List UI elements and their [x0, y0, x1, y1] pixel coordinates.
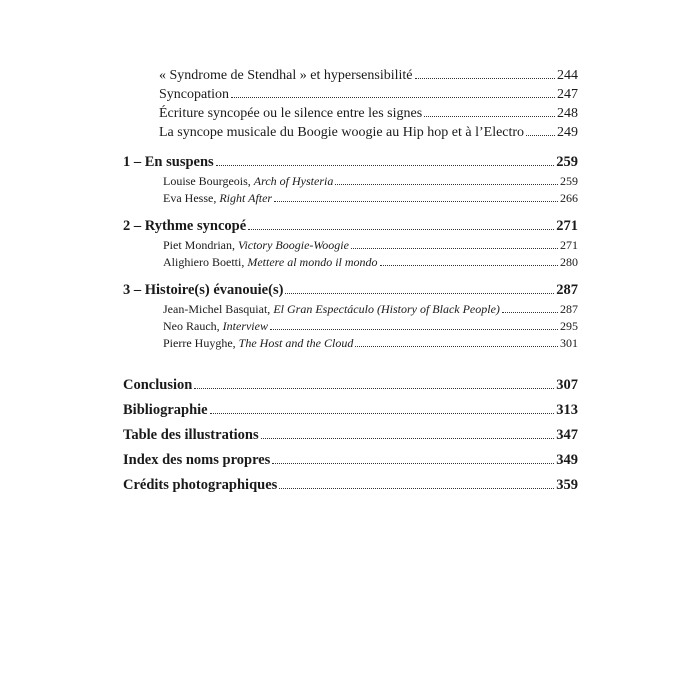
dot-leader [285, 283, 554, 294]
dot-leader [272, 453, 554, 464]
toc-page-number: 359 [556, 477, 578, 493]
artist-name: Neo Rauch, [163, 319, 223, 333]
toc-backmatter-entry [123, 377, 578, 397]
artwork-title: The Host and the Cloud [238, 336, 354, 350]
artist-name: Jean-Michel Basquiat, [163, 302, 274, 316]
artwork-title: Victory Boogie-Woogie [238, 238, 349, 252]
dot-leader [279, 478, 554, 489]
dot-leader [231, 87, 555, 98]
toc-entry-title [163, 319, 268, 334]
toc-page-number: 271 [556, 218, 578, 234]
dot-leader [502, 304, 558, 313]
toc-chapter [123, 282, 578, 302]
toc-entry-title: Crédits photographiques [123, 477, 278, 493]
toc-page-number: 301 [560, 336, 578, 350]
dot-leader [261, 428, 555, 439]
dot-leader [210, 403, 555, 414]
artist-name: Louise Bourgeois, [163, 174, 254, 188]
toc-artist-entry [123, 302, 578, 319]
toc-subsection [123, 106, 578, 125]
toc-artist-entry [123, 174, 578, 191]
artist-name: Alighiero Boetti, [163, 255, 248, 269]
toc-entry-title: Bibliographie [123, 402, 208, 418]
dot-leader [216, 155, 555, 166]
toc-chapter-title: 2 – Rythme syncopé [123, 218, 247, 234]
toc-backmatter-entry [123, 427, 578, 447]
toc-entry-title: Conclusion [123, 377, 193, 393]
toc-entry-title: Écriture syncopée ou le silence entre les signes [159, 106, 423, 121]
toc-page-number: 280 [560, 255, 578, 269]
toc-backmatter-entry [123, 477, 578, 497]
artwork-title: Interview [222, 319, 268, 333]
dot-leader [355, 338, 558, 347]
toc-page-number: 266 [560, 191, 578, 205]
toc-backmatter-entry [123, 452, 578, 472]
toc-page-number: 349 [556, 452, 578, 468]
dot-leader [270, 321, 558, 330]
toc-artist-entry [123, 191, 578, 208]
dot-leader [415, 68, 555, 79]
toc-subsection [123, 125, 578, 144]
toc-page-number: 259 [560, 174, 578, 188]
toc-chapter [123, 218, 578, 238]
toc-entry-title: Syncopation [159, 87, 229, 102]
dot-leader [335, 176, 558, 185]
dot-leader [274, 193, 558, 202]
toc-entry-title: Table des illustrations [123, 427, 259, 443]
artist-name: Pierre Huyghe, [163, 336, 239, 350]
toc-page-number: 244 [557, 68, 578, 83]
dot-leader [351, 240, 558, 249]
toc-page-number: 313 [556, 402, 578, 418]
toc-entry-title [163, 238, 349, 253]
toc-entry-title: « Syndrome de Stendhal » et hypersensibilité [159, 68, 413, 83]
toc-page-number: 307 [556, 377, 578, 393]
toc-page-number: 259 [556, 154, 578, 170]
toc-chapter-title: 1 – En suspens [123, 154, 214, 170]
toc-page-number: 247 [557, 87, 578, 102]
toc-entry-title [163, 191, 272, 206]
dot-leader [380, 257, 558, 266]
toc-entry-title [163, 336, 353, 351]
toc-page-number: 249 [557, 125, 578, 140]
artwork-title: Arch of Hysteria [253, 174, 334, 188]
toc-backmatter [123, 377, 578, 497]
toc-artist-entry [123, 238, 578, 255]
toc-chapter [123, 154, 578, 174]
toc-page-number: 295 [560, 319, 578, 333]
artwork-title: Mettere al mondo il mondo [247, 255, 378, 269]
artist-name: Piet Mondrian, [163, 238, 238, 252]
toc-entry-title [163, 174, 333, 189]
toc-page-number: 248 [557, 106, 578, 121]
toc-page-number: 287 [556, 282, 578, 298]
toc-subsection [123, 87, 578, 106]
table-of-contents [123, 68, 578, 497]
dot-leader [248, 219, 554, 230]
toc-artist-entry [123, 319, 578, 336]
toc-backmatter-entry [123, 402, 578, 422]
artwork-title: Right After [219, 191, 273, 205]
toc-page-number: 287 [560, 302, 578, 316]
dot-leader [424, 106, 555, 117]
toc-page-number: 271 [560, 238, 578, 252]
toc-page-number: 347 [556, 427, 578, 443]
toc-artist-entry [123, 336, 578, 353]
toc-subsection [123, 68, 578, 87]
dot-leader [194, 378, 554, 389]
toc-entry-title: La syncope musicale du Boogie woogie au Hip hop et à l’Electro [159, 125, 525, 140]
artwork-title: El Gran Espectáculo (History of Black People) [273, 302, 500, 316]
toc-entry-title [163, 302, 500, 317]
toc-artist-entry [123, 255, 578, 272]
toc-chapter-title: 3 – Histoire(s) évanouie(s) [123, 282, 284, 298]
toc-entry-title [163, 255, 378, 270]
toc-entry-title: Index des noms propres [123, 452, 271, 468]
dot-leader [526, 125, 555, 136]
artist-name: Eva Hesse, [163, 191, 220, 205]
